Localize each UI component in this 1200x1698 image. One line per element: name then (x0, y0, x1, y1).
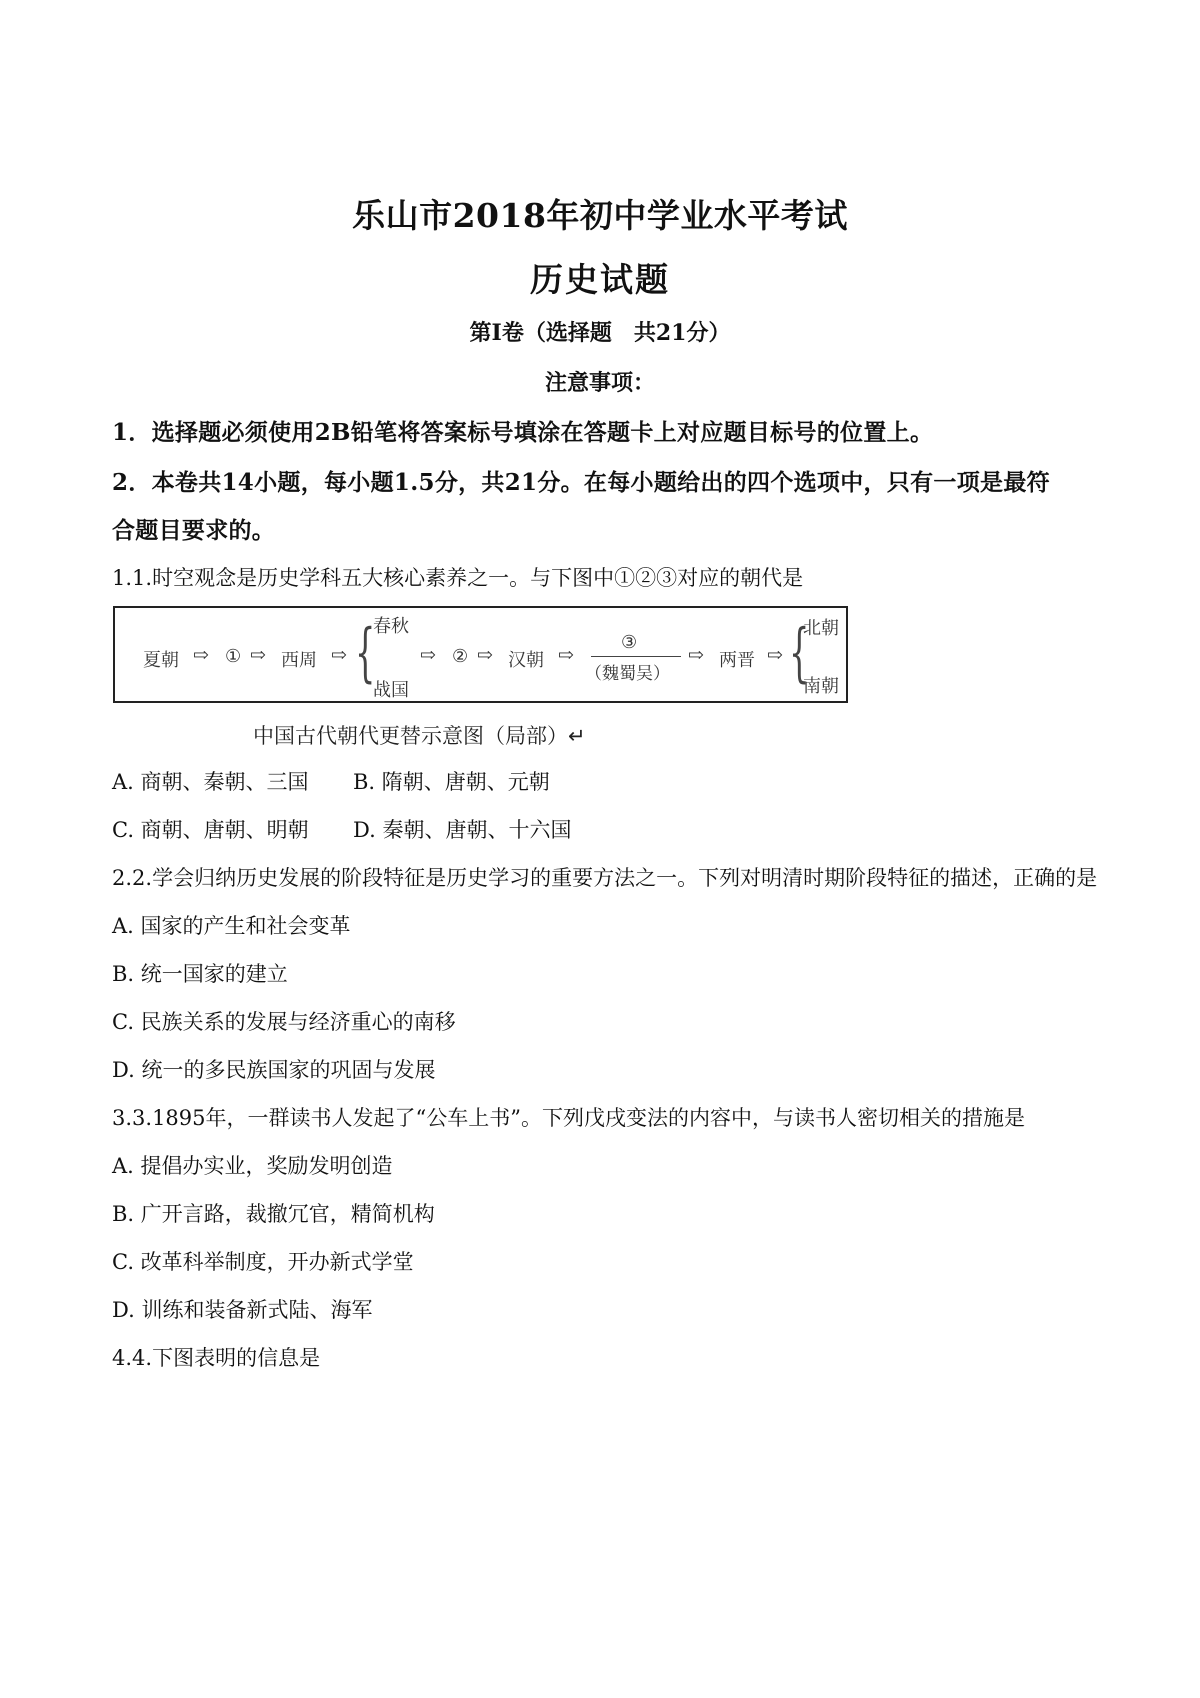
rule-2-line-1: 2．本卷共14小题，每小题1.5分，共21分。在每小题给出的四个选项中，只有一项是最符 (112, 469, 1050, 496)
diagram-arrow-3: ⇨ (331, 644, 347, 666)
diagram-circle-3: ③ (621, 632, 638, 653)
diagram-arrow-7: ⇨ (688, 644, 704, 666)
q2-option-a: A. 国家的产生和社会变革 (112, 914, 351, 938)
diagram-xizhou: 西周 (281, 650, 317, 671)
question-3-stem: 3.3.1895年，一群读书人发起了“公车上书”。下列戊戌变法的内容中，与读书人密切相关的措施是 (112, 1106, 1025, 1130)
diagram-beichao: 北朝 (803, 618, 839, 639)
question-4-stem: 4.4.下图表明的信息是 (112, 1346, 321, 1370)
q3-option-c: C. 改革科举制度，开办新式学堂 (112, 1250, 414, 1274)
q1-option-b: B. 隋朝、唐朝、元朝 (353, 770, 550, 794)
q1-option-d: D. 秦朝、唐朝、十六国 (353, 818, 572, 842)
section-heading: 第Ⅰ卷（选择题 共21分） (469, 320, 731, 346)
notice-heading: 注意事项： (544, 370, 655, 396)
q3-option-a: A. 提倡办实业，奖励发明创造 (112, 1154, 393, 1178)
question-2-stem: 2.2.学会归纳历史发展的阶段特征是历史学习的重要方法之一。下列对明清时期阶段特征的描述，正确的是 (112, 866, 1098, 890)
diagram-arrow-6: ⇨ (558, 644, 574, 666)
q2-option-b: B. 统一国家的建立 (112, 962, 288, 986)
q2-option-c: C. 民族关系的发展与经济重心的南移 (112, 1010, 456, 1034)
diagram-brace-1: { (355, 616, 376, 690)
question-1-stem: 1.1.时空观念是历史学科五大核心素养之一。与下图中①②③对应的朝代是 (112, 566, 804, 590)
q3-option-b: B. 广开言路，裁撤冗官，精简机构 (112, 1202, 435, 1226)
q1-option-c: C. 商朝、唐朝、明朝 (112, 818, 309, 842)
rule-2-line-2: 合题目要求的。 (112, 517, 276, 544)
q3-option-d: D. 训练和装备新式陆、海军 (112, 1298, 373, 1322)
diagram-arrow-5: ⇨ (477, 644, 493, 666)
diagram-zhanguo: 战国 (373, 680, 409, 701)
diagram-arrow-2: ⇨ (250, 644, 266, 666)
diagram-weishuwu: （魏蜀吴） (585, 664, 670, 684)
diagram-circle-2: ② (452, 646, 469, 667)
diagram-liangjin: 两晋 (719, 650, 755, 671)
diagram-nanchao: 南朝 (803, 676, 839, 697)
diagram-arrow-8: ⇨ (767, 644, 783, 666)
diagram-brace-2: { (789, 616, 810, 690)
exam-subtitle: 历史试题 (530, 260, 670, 299)
diagram-chunqiu: 春秋 (373, 616, 409, 637)
diagram-arrow-1: ⇨ (193, 644, 209, 666)
diagram-fraction-line (591, 656, 681, 657)
diagram-caption: 中国古代朝代更替示意图（局部）↵ (253, 724, 586, 748)
diagram-xia: 夏朝 (143, 650, 179, 671)
q2-option-d: D. 统一的多民族国家的巩固与发展 (112, 1058, 436, 1082)
exam-title: 乐山市2018年初中学业水平考试 (352, 196, 848, 235)
q1-option-a: A. 商朝、秦朝、三国 (112, 770, 309, 794)
diagram-circle-1: ① (225, 646, 242, 667)
dynasty-diagram (113, 606, 848, 703)
rule-1: 1．选择题必须使用2B铅笔将答案标号填涂在答题卡上对应题目标号的位置上。 (112, 419, 934, 446)
diagram-arrow-4: ⇨ (420, 644, 436, 666)
diagram-han: 汉朝 (508, 650, 544, 671)
